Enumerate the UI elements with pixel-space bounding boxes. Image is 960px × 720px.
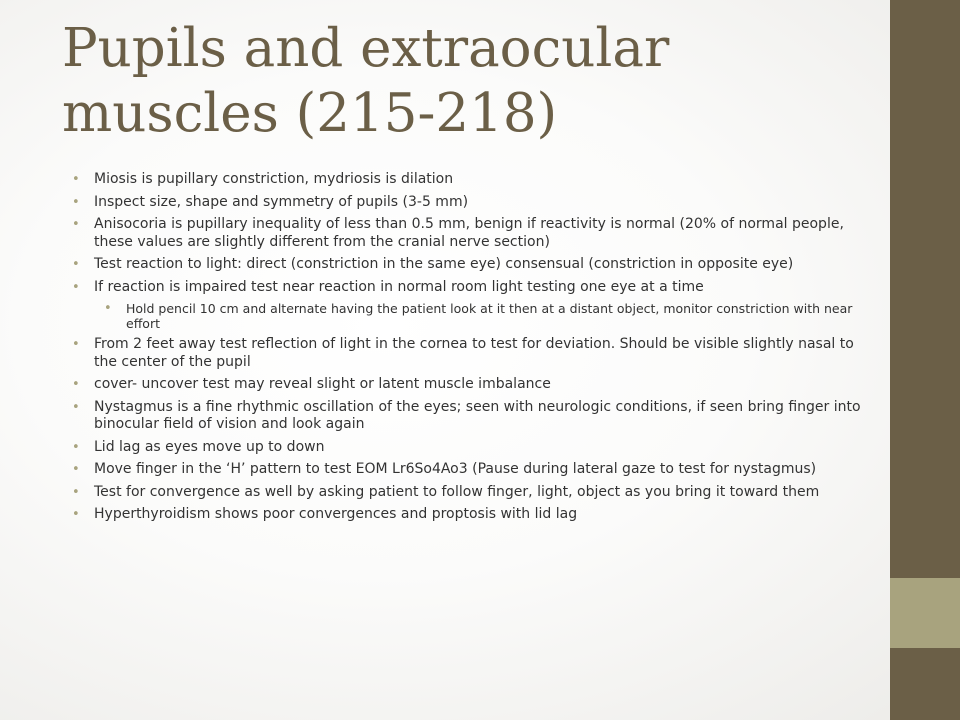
- bullet-item: • Lid lag as eyes move up to down: [72, 439, 872, 457]
- bullet-item: • cover- uncover test may reveal slight or latent muscle imbalance: [72, 376, 872, 394]
- bullet-item: • Test for convergence as well by asking patient to follow finger, light, object as you bring it toward them: [72, 484, 872, 502]
- bullet-list: [72, 171, 872, 529]
- bullet-item: • Move finger in the ‘H’ pattern to test EOM Lr6So4Ao3 (Pause during lateral gaze to test for nystagmus): [72, 461, 872, 479]
- bullet-item: • Test reaction to light: direct (constriction in the same eye) consensual (constriction in opposite eye): [72, 256, 872, 274]
- decorative-side-accent: [890, 578, 960, 648]
- bullet-item: • Anisocoria is pupillary inequality of less than 0.5 mm, benign if reactivity is normal (20% of normal people, these values are slightly different from the cranial nerve section): [72, 216, 872, 251]
- bullet-item: • From 2 feet away test reflection of light in the cornea to test for deviation. Should be visible slightly nasal to the center of the pupil: [72, 336, 872, 371]
- bullet-item: • If reaction is impaired test near reaction in normal room light testing one eye at a time: [72, 279, 872, 297]
- slide-title: Pupils and extraocular muscles (215-218): [62, 18, 670, 144]
- bullet-item: • Miosis is pupillary constriction, mydriosis is dilation: [72, 171, 872, 189]
- bullet-item: • Inspect size, shape and symmetry of pupils (3-5 mm): [72, 194, 872, 212]
- sub-bullet-item: • Hold pencil 10 cm and alternate having the patient look at it then at a distant object, monitor constriction with near effort: [104, 301, 872, 331]
- bullet-item: • Nystagmus is a fine rhythmic oscillation of the eyes; seen with neurologic conditions, if seen bring finger into binocular field of vision and look again: [72, 399, 872, 434]
- bullet-item: • Hyperthyroidism shows poor convergences and proptosis with lid lag: [72, 506, 872, 524]
